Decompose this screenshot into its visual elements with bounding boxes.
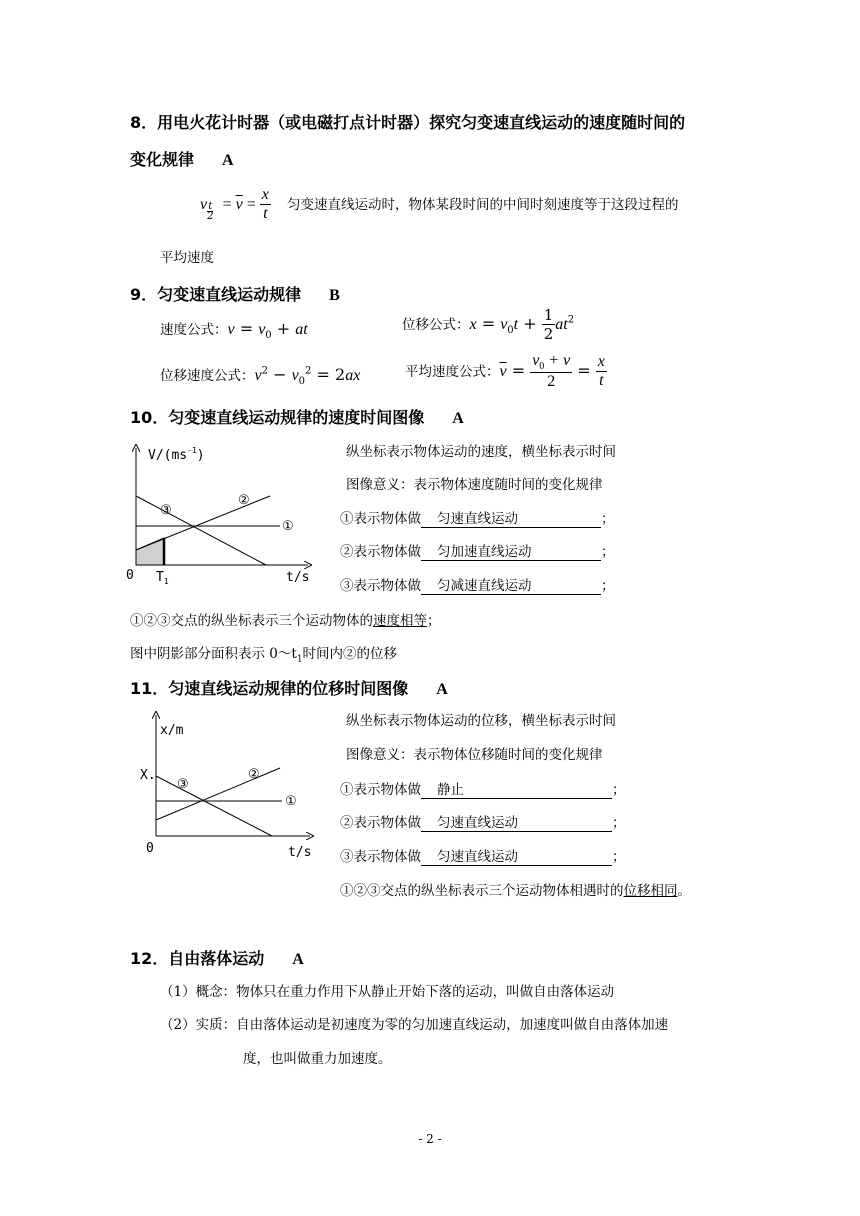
t-axis-label: t/s — [286, 570, 310, 585]
section-8-desc2: 平均速度 — [160, 250, 214, 266]
vt-item-2: ②表示物体做 匀加速直线运动 ； — [340, 540, 615, 561]
section-9-title — [130, 282, 340, 305]
vt-shade-note: 图中阴影部分面积表示 $0\sim t_1$时间内②的位移 — [130, 646, 398, 665]
section-10-level: A — [452, 410, 464, 427]
line-3-label: ③ — [160, 503, 172, 518]
section-9-level: B — [329, 287, 340, 304]
formula-mid-velocity: v $\frac{t}{2}$ = $\overline{v}$ = $\frac{x}{t}$ — [200, 186, 269, 222]
free-fall-essence: （2）实质：自由落体运动是初速度为零的匀加速直线运动，加速度叫做自由落体加速 — [160, 1017, 669, 1033]
t-axis-label: t/s — [288, 845, 312, 860]
vt-item-3: ③表示物体做 匀减速直线运动 ； — [340, 574, 615, 595]
displacement-formula-label: 位移公式： — [402, 317, 470, 333]
line-2-label: ② — [248, 767, 260, 782]
vt-intersect: ①②③交点的纵坐标表示三个运动物体的速度相等； — [130, 613, 441, 629]
displacement-formula: 位移公式：$x = v_0t$ + $\frac{1}{2}$ $at^2$ — [402, 306, 575, 343]
average-velocity-formula: 平均速度公式：$\overline{v}$ = $\frac{v_0 + v}{2}$ = $\frac{x}{t}$ — [405, 352, 605, 391]
section-12-level: A — [292, 951, 304, 968]
line-2 — [156, 768, 280, 820]
xt-intersect: ①②③交点的纵坐标表示三个运动物体相遇时的位移相同。 — [340, 883, 691, 899]
section-11-title — [130, 676, 448, 699]
section-12-title-text: 12．自由落体运动 — [130, 949, 265, 968]
section-12-title — [130, 946, 304, 969]
line-1-label: ① — [285, 794, 297, 809]
free-fall-essence-cont: 度，也叫做重力加速度。 — [243, 1051, 392, 1067]
x-axis-label: x/m — [160, 723, 184, 738]
xt-item-2: ②表示物体做 匀速直线运动 ； — [340, 811, 626, 832]
x0-label: X. — [140, 768, 156, 783]
origin-label: 0 — [146, 841, 154, 856]
section-10-title-text: 10．匀变速直线运动规律的速度时间图像 — [130, 408, 425, 427]
v-axis-label: $V/(ms^{-1})$ — [148, 446, 205, 463]
origin-label: 0 — [126, 568, 134, 583]
vt-line1: 纵坐标表示物体运动的速度，横坐标表示时间 — [346, 444, 616, 460]
displacement-time-graph — [130, 710, 320, 860]
xt-line2: 图像意义：表示物体位移随时间的变化规律 — [346, 747, 603, 763]
t1-label: $T_1$ — [156, 570, 169, 585]
section-8-title: 8．用电火花计时器（或电磁打点计时器）探究匀变速直线运动的速度随时间的 — [130, 113, 686, 132]
vt-item-1: ①表示物体做 匀速直线运动 ； — [340, 507, 615, 528]
section-8-desc: 匀变速直线运动时，物体某段时间的中间时刻速度等于这段过程的 — [287, 197, 679, 213]
line-3 — [156, 776, 272, 836]
section-8-title-cont: 变化规律 — [130, 150, 195, 169]
line-3-label: ③ — [177, 777, 189, 792]
section-10-title — [130, 405, 464, 428]
velocity-formula: 速度公式：$v = v_0$ + at — [160, 319, 308, 342]
section-9-title-text: 9．匀变速直线运动规律 — [130, 285, 302, 304]
section-11-title-text: 11．匀速直线运动规律的位移时间图像 — [130, 679, 409, 698]
xt-line1: 纵坐标表示物体运动的位移，横坐标表示时间 — [346, 713, 616, 729]
free-fall-concept: （1）概念：物体只在重力作用下从静止开始下落的运动，叫做自由落体运动 — [160, 984, 615, 1000]
shaded-area — [136, 538, 164, 565]
avg-formula-label: 平均速度公式： — [405, 364, 500, 381]
xt-item-1: ①表示物体做 静止 ； — [340, 778, 626, 799]
xt-item-3: ③表示物体做 匀速直线运动 ； — [340, 845, 626, 866]
line-1-label: ① — [282, 519, 294, 534]
section-8-level: A — [222, 152, 234, 169]
line-2-label: ② — [238, 493, 250, 508]
vt-line2: 图像意义：表示物体速度随时间的变化规律 — [346, 477, 603, 493]
vd-formula-label: 位移速度公式： — [160, 368, 255, 384]
line-2 — [136, 496, 270, 550]
section-8-title-line2 — [130, 147, 234, 170]
section-11-level: A — [436, 681, 448, 698]
velocity-formula-label: 速度公式： — [160, 322, 228, 338]
velocity-displacement-formula: 位移速度公式：$v^2 - v_0^2 = 2ax$ — [160, 365, 361, 388]
page-number: - 2 - — [418, 1132, 442, 1146]
velocity-time-graph — [120, 440, 320, 585]
